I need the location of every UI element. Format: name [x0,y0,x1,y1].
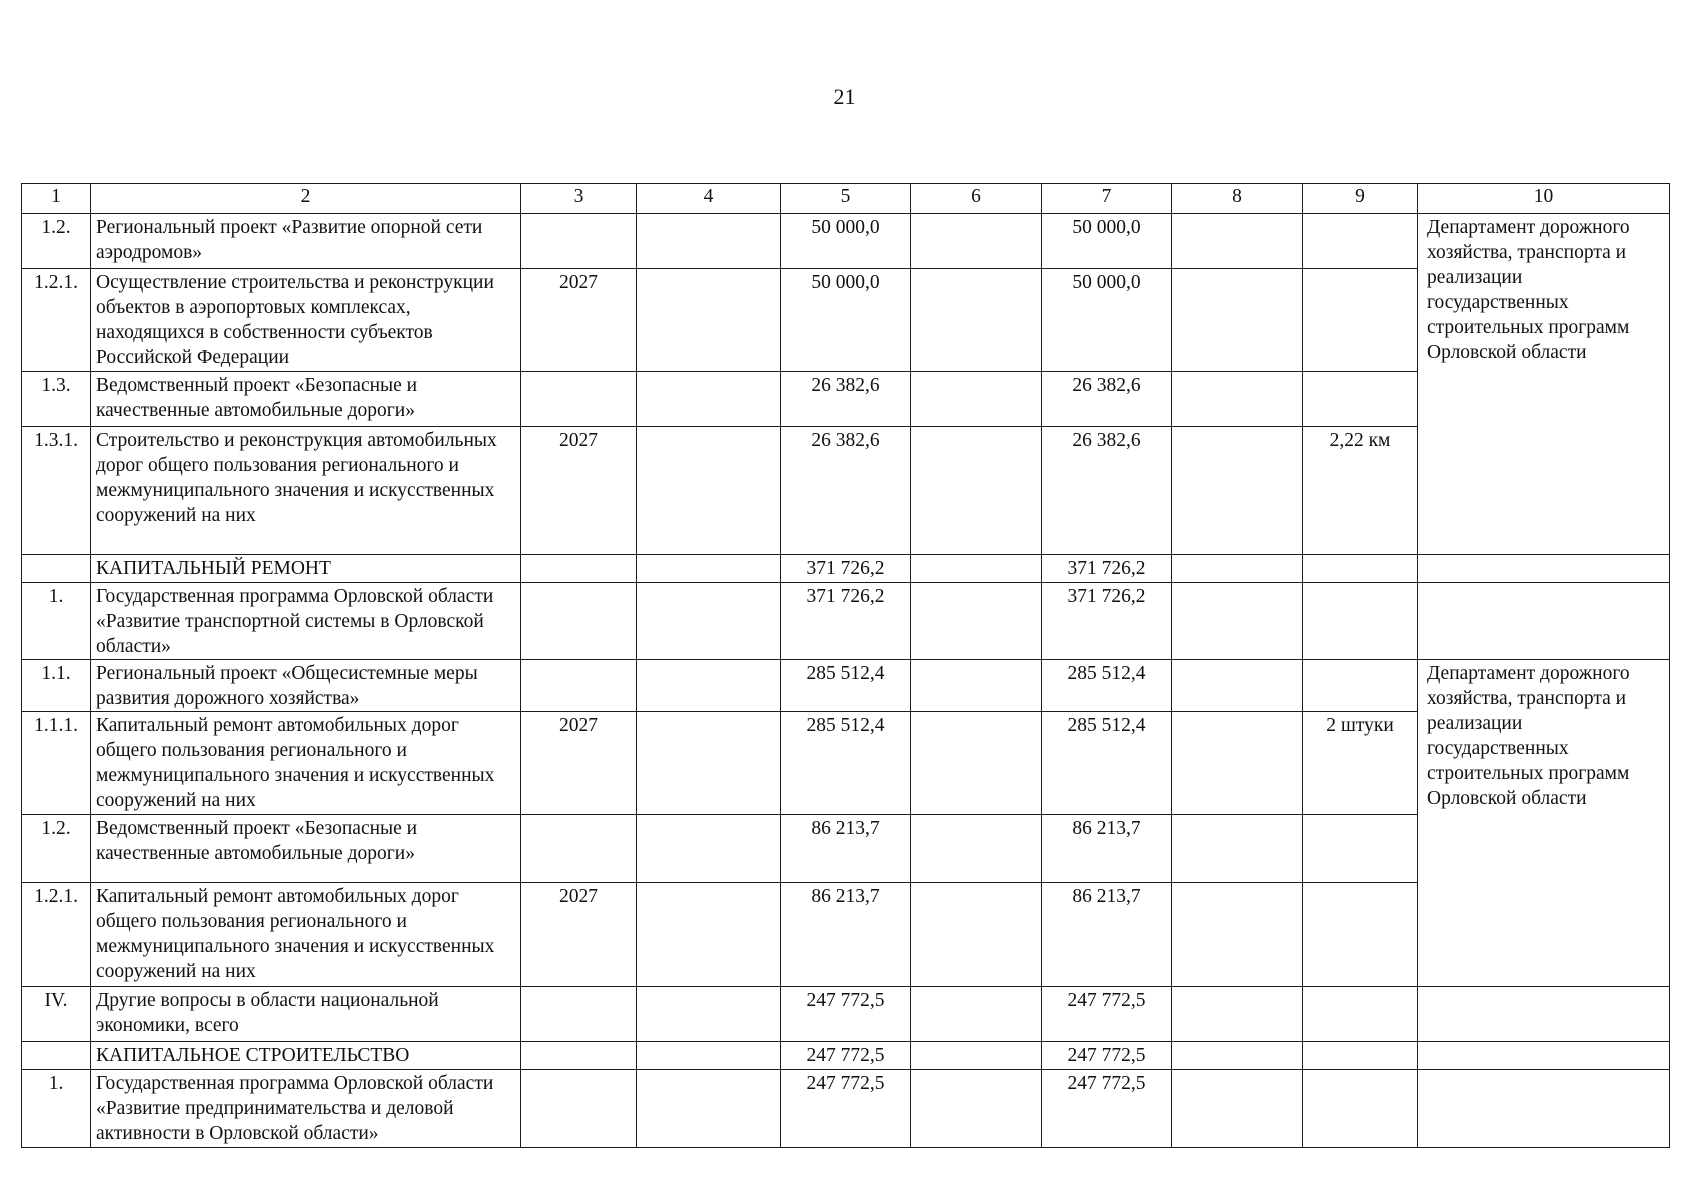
row-number: 1.2.1. [22,269,91,372]
row-col6 [911,214,1042,269]
row-number: 1.3. [22,372,91,427]
row-year: 2027 [521,269,637,372]
row-col8 [1172,427,1303,555]
row-col7: 50 000,0 [1042,269,1172,372]
row-col8 [1172,712,1303,815]
row-col4 [637,987,781,1042]
row-col7: 86 213,7 [1042,883,1172,987]
row-col5: 26 382,6 [781,427,911,555]
table-row [22,583,1670,660]
row-col4 [637,1042,781,1070]
row-number: 1.3.1. [22,427,91,555]
header-cell: 10 [1418,184,1670,214]
row-number [22,1042,91,1070]
row-col10 [1418,583,1670,660]
header-cell: 2 [91,184,521,214]
row-col4 [637,583,781,660]
row-col7: 247 772,5 [1042,1042,1172,1070]
row-name: Строительство и реконструкция автомобильных дорог общего пользования регионального и межмуниципального значения и искусственных сооружений на них [91,427,521,555]
row-col8 [1172,269,1303,372]
row-col4 [637,269,781,372]
row-col4 [637,660,781,712]
row-year [521,1070,637,1148]
row-col7: 371 726,2 [1042,555,1172,583]
row-name: Региональный проект «Развитие опорной сети аэродромов» [91,214,521,269]
row-col9 [1303,583,1418,660]
row-col6 [911,987,1042,1042]
row-number: 1.2. [22,214,91,269]
row-col9 [1303,269,1418,372]
row-name: Другие вопросы в области национальной экономики, всего [91,987,521,1042]
row-col5: 285 512,4 [781,712,911,815]
row-col9 [1303,815,1418,883]
row-col7: 247 772,5 [1042,987,1172,1042]
row-col6 [911,1042,1042,1070]
row-col8 [1172,1042,1303,1070]
row-col7: 26 382,6 [1042,372,1172,427]
row-name: КАПИТАЛЬНОЕ СТРОИТЕЛЬСТВО [91,1042,521,1070]
row-year [521,987,637,1042]
row-number: IV. [22,987,91,1042]
row-col5: 247 772,5 [781,1042,911,1070]
row-col8 [1172,660,1303,712]
row-name: Государственная программа Орловской области «Развитие транспортной системы в Орловской области» [91,583,521,660]
row-col7: 371 726,2 [1042,583,1172,660]
row-col6 [911,660,1042,712]
row-number [22,555,91,583]
row-col9 [1303,1042,1418,1070]
row-year [521,555,637,583]
row-number: 1.1.1. [22,712,91,815]
header-cell: 3 [521,184,637,214]
department-cell: Департамент дорожного хозяйства, транспорта и реализации государственных строительных программ Орловской области [1418,214,1670,555]
row-col8 [1172,1070,1303,1148]
row-col5: 247 772,5 [781,1070,911,1148]
row-number: 1. [22,583,91,660]
row-col5: 371 726,2 [781,583,911,660]
table-row [22,1042,1670,1070]
table-header-row [22,184,1670,214]
row-col4 [637,427,781,555]
row-col10 [1418,1042,1670,1070]
row-col9 [1303,883,1418,987]
row-col8 [1172,214,1303,269]
header-cell: 5 [781,184,911,214]
row-year: 2027 [521,427,637,555]
row-name: Ведомственный проект «Безопасные и качественные автомобильные дороги» [91,372,521,427]
table-row [22,555,1670,583]
row-col5: 285 512,4 [781,660,911,712]
row-name: Государственная программа Орловской области «Развитие предпринимательства и деловой активности в Орловской области» [91,1070,521,1148]
row-name: Ведомственный проект «Безопасные и качественные автомобильные дороги» [91,815,521,883]
row-year: 2027 [521,712,637,815]
row-col4 [637,555,781,583]
row-col9: 2,22 км [1303,427,1418,555]
row-col6 [911,555,1042,583]
row-col7: 26 382,6 [1042,427,1172,555]
row-col4 [637,372,781,427]
row-col7: 86 213,7 [1042,815,1172,883]
row-year [521,372,637,427]
row-col5: 50 000,0 [781,269,911,372]
row-col8 [1172,883,1303,987]
row-col7: 247 772,5 [1042,1070,1172,1148]
row-col4 [637,712,781,815]
table-row [22,1070,1670,1148]
table-row [22,214,1670,269]
header-cell: 4 [637,184,781,214]
table-row [22,987,1670,1042]
row-col5: 26 382,6 [781,372,911,427]
row-col10 [1418,987,1670,1042]
row-col9 [1303,555,1418,583]
header-cell: 6 [911,184,1042,214]
row-col9: 2 штуки [1303,712,1418,815]
row-year [521,583,637,660]
row-col6 [911,815,1042,883]
row-col6 [911,583,1042,660]
budget-table [21,183,1670,1148]
row-name: Осуществление строительства и реконструкции объектов в аэропортовых комплексах, находящихся в собственности субъектов Российской Федерации [91,269,521,372]
row-col4 [637,214,781,269]
row-col7: 50 000,0 [1042,214,1172,269]
row-col4 [637,815,781,883]
table-row [22,660,1670,712]
row-col8 [1172,555,1303,583]
row-year [521,1042,637,1070]
header-cell: 8 [1172,184,1303,214]
row-name: Капитальный ремонт автомобильных дорог общего пользования регионального и межмуниципального значения и искусственных сооружений на них [91,712,521,815]
row-col6 [911,1070,1042,1148]
row-col5: 86 213,7 [781,815,911,883]
row-col5: 371 726,2 [781,555,911,583]
row-col8 [1172,372,1303,427]
row-col5: 50 000,0 [781,214,911,269]
row-number: 1.1. [22,660,91,712]
row-col9 [1303,214,1418,269]
header-cell: 9 [1303,184,1418,214]
header-cell: 1 [22,184,91,214]
row-year [521,660,637,712]
row-col10 [1418,1070,1670,1148]
row-col5: 86 213,7 [781,883,911,987]
row-col9 [1303,372,1418,427]
row-col6 [911,372,1042,427]
row-col6 [911,269,1042,372]
header-cell: 7 [1042,184,1172,214]
row-name: Региональный проект «Общесистемные меры развития дорожного хозяйства» [91,660,521,712]
row-col5: 247 772,5 [781,987,911,1042]
row-col8 [1172,987,1303,1042]
row-col4 [637,883,781,987]
row-col6 [911,883,1042,987]
row-col6 [911,427,1042,555]
row-col9 [1303,660,1418,712]
row-col7: 285 512,4 [1042,660,1172,712]
row-col8 [1172,583,1303,660]
row-number: 1. [22,1070,91,1148]
row-col9 [1303,1070,1418,1148]
row-name: КАПИТАЛЬНЫЙ РЕМОНТ [91,555,521,583]
row-year: 2027 [521,883,637,987]
row-col8 [1172,815,1303,883]
row-col9 [1303,987,1418,1042]
page-number: 21 [833,84,856,109]
row-col6 [911,712,1042,815]
row-year [521,214,637,269]
row-year [521,815,637,883]
row-col7: 285 512,4 [1042,712,1172,815]
row-number: 1.2. [22,815,91,883]
department-cell: Департамент дорожного хозяйства, транспорта и реализации государственных строительных программ Орловской области [1418,660,1670,987]
row-number: 1.2.1. [22,883,91,987]
row-col4 [637,1070,781,1148]
row-col10 [1418,555,1670,583]
row-name: Капитальный ремонт автомобильных дорог общего пользования регионального и межмуниципального значения и искусственных сооружений на них [91,883,521,987]
